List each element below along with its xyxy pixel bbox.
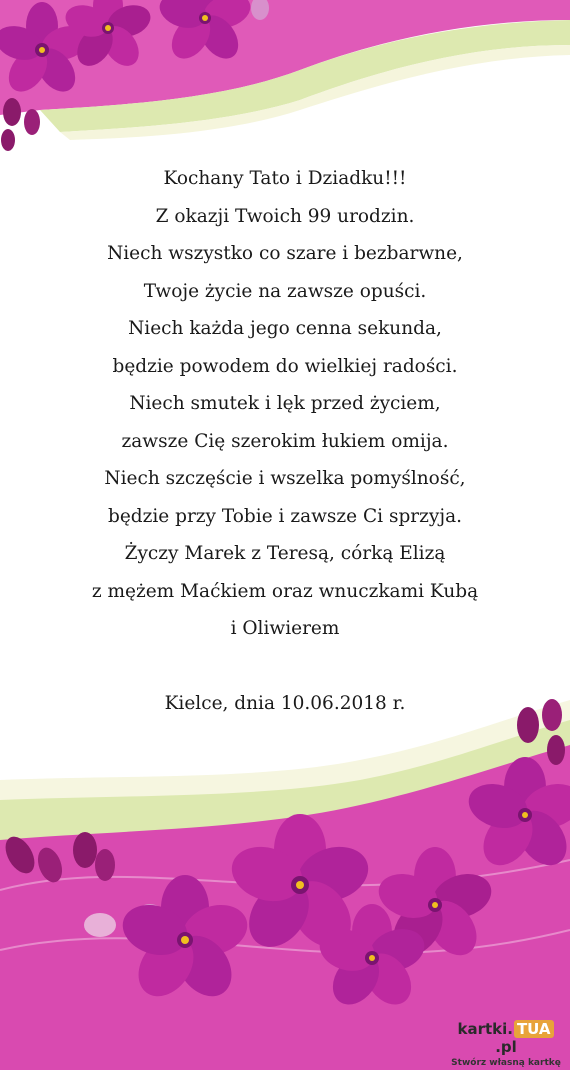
greeting-line: Niech szczęście i wszelka pomyślność,	[104, 468, 466, 489]
place-date: Kielce, dnia 10.06.2018 r.	[164, 693, 406, 714]
greeting-line: będzie powodem do wielkiej radości.	[112, 355, 458, 377]
greeting-line: będzie przy Tobie i zawsze Ci sprzyja.	[108, 505, 462, 527]
logo-brand	[450, 1020, 562, 1056]
greeting-line: Niech smutek i lęk przed życiem,	[129, 393, 441, 414]
logo-tagline: Stwórz własną kartkę	[451, 1058, 561, 1068]
logo-part1: kartki.	[457, 1020, 513, 1038]
greeting-line: Niech każda jego cenna sekunda,	[128, 318, 442, 339]
greeting-line: Z okazji Twoich 99 urodzin.	[155, 205, 415, 227]
logo-part3: .pl	[495, 1038, 517, 1056]
greeting-line: z mężem Maćkiem oraz wnuczkami Kubą	[91, 580, 479, 602]
logo-part2: TUA	[514, 1020, 554, 1038]
greeting-line: Niech wszystko co szare i bezbarwne,	[107, 243, 463, 264]
greeting-text	[0, 160, 570, 723]
greeting-line: Życzy Marek z Teresą, córką Elizą	[124, 543, 446, 564]
greeting-line: Kochany Tato i Dziadku!!!	[163, 168, 407, 189]
kartki-tua-logo[interactable]	[450, 1020, 562, 1068]
bottom-lilac-decoration	[0, 690, 570, 1070]
greeting-spacer	[0, 648, 570, 686]
greeting-line: zawsze Cię szerokim łukiem omija.	[121, 430, 449, 452]
greeting-line: Twoje życie na zawsze opuści.	[143, 280, 427, 302]
greeting-line: i Oliwierem	[230, 618, 340, 639]
